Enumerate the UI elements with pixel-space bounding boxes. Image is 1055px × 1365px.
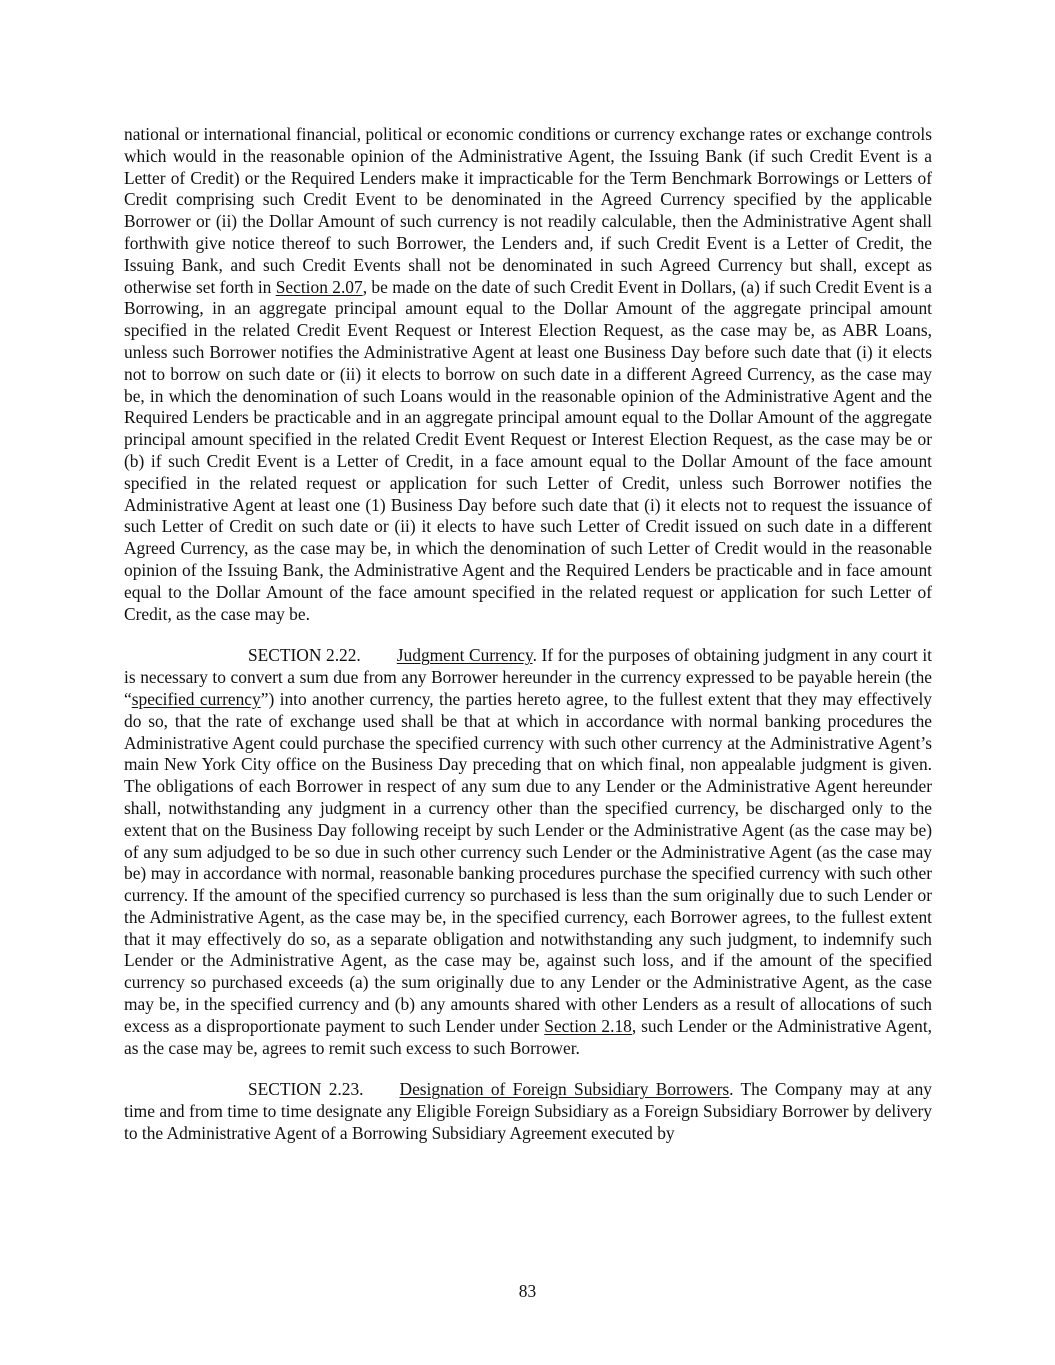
section-number: SECTION 2.22. [248,645,361,666]
section-reference-2-18: Section 2.18 [544,1015,632,1036]
section-2-22-paragraph: SECTION 2.22. Judgment Currency. If for the purposes of obtaining judgment in any court it is necessary to convert a sum due from any Borrower hereunder in the currency expressed to be payable herein (the “specified currency”) into another currency, the parties hereto agree, to the fullest extent that they may effectively do so, that the rate of exchange used shall be that at which in accordance with normal banking procedures the Administrative Agent could purchase the specified currency with such other currency at the Administrative Agent’s main New York City office on the Business Day preceding that on which final, non appealable judgment is given. The obligations of each Borrower in respect of any sum due to any Lender or the Administrative Agent hereunder shall, notwithstanding any judgment in a currency other than the specified currency, be discharged only to the extent that on the Business Day following receipt by such Lender or the Administrative Agent (as the case may be) of any sum adjudged to be so due in such other currency such Lender or the Administrative Agent (as the case may be) may in accordance with normal, reasonable banking procedures purchase the specified currency with such other currency. If the amount of the specified currency so purchased is less than the sum originally due to such Lender or the Administrative Agent, as the case may be, in the specified currency, each Borrower agrees, to the fullest extent that it may effectively do so, as a separate obligation and notwithstanding any such judgment, to indemnify such Lender or the Administrative Agent, as the case may be, against such loss, and if the amount of the specified currency so purchased exceeds (a) the sum originally due to any Lender or the Administrative Agent, as the case may be, in the specified currency and (b) any amounts shared with other Lenders as a result of allocations of such excess as a disproportionate payment to such Lender under Section 2.18, such Lender or the Administrative Agent, as the case may be, agrees to remit such excess to such Borrower. [124,645,933,1058]
section-title-judgment-currency: Judgment Currency [396,645,533,666]
section-2-23-paragraph: SECTION 2.23. Designation of Foreign Subsidiary Borrowers. The Company may at any time and from time to time designate any Eligible Foreign Subsidiary as a Foreign Subsidiary Borrower by delivery to the Administrative Agent of a Borrowing Subsidiary Agreement executed by [124,1079,932,1144]
section-title-designation-foreign-subsidiary-borrowers: Designation of Foreign Subsidiary Borrowers [399,1079,730,1100]
defined-term-specified-currency: specified currency [131,688,261,709]
paragraph-continued: national or international financial, political or economic conditions or currency exchange rates or exchange controls which would in the reasonable opinion of the Administrative Agent, the Issuing Bank (if such Credit Event is a Letter of Credit) or the Required Lenders make it impracticable for the Term Benchmark Borrowings or Letters of Credit comprising such Credit Event to be denominated in the Agreed Currency specified by the applicable Borrower or (ii) the Dollar Amount of such currency is not readily calculable, then the Administrative Agent shall forthwith give notice thereof to such Borrower, the Lenders and, if such Credit Event is a Letter of Credit, the Issuing Bank, and such Credit Events shall not be denominated in such Agreed Currency but shall, except as otherwise set forth in Section 2.07, be made on the date of such Credit Event in Dollars, (a) if such Credit Event is a Borrowing, in an aggregate principal amount equal to the Dollar Amount of the aggregate principal amount specified in the related Credit Event Request or Interest Election Request, as the case may be, as ABR Loans, unless such Borrower notifies the Administrative Agent at least one Business Day before such date that (i) it elects not to borrow on such date or (ii) it elects to borrow on such date in a different Agreed Currency, as the case may be, in which the denomination of such Loans would in the reasonable opinion of the Administrative Agent and the Required Lenders be practicable and in an aggregate principal amount equal to the Dollar Amount of the aggregate principal amount specified in the related Credit Event Request or Interest Election Request, as the case may be or (b) if such Credit Event is a Letter of Credit, in a face amount equal to the Dollar Amount of the face amount specified in the related request or application for such Letter of Credit, unless such Borrower notifies the Administrative Agent at least one (1) Business Day before such date that (i) it elects not to request the issuance of such Letter of Credit on such date or (ii) it elects to have such Letter of Credit issued on such date in a different Agreed Currency, as the case may be, in which the denomination of such Letter of Credit would in the reasonable opinion of the Issuing Bank, the Administrative Agent and the Required Lenders be practicable and in face amount equal to the Dollar Amount of the face amount specified in the related request or application for such Letter of Credit, as the case may be. [124,124,932,624]
section-reference-2-07: Section 2.07 [275,276,363,297]
section-number: SECTION 2.23. [248,1079,364,1100]
page-number: 83 [518,1281,537,1301]
document-page [124,124,932,1145]
